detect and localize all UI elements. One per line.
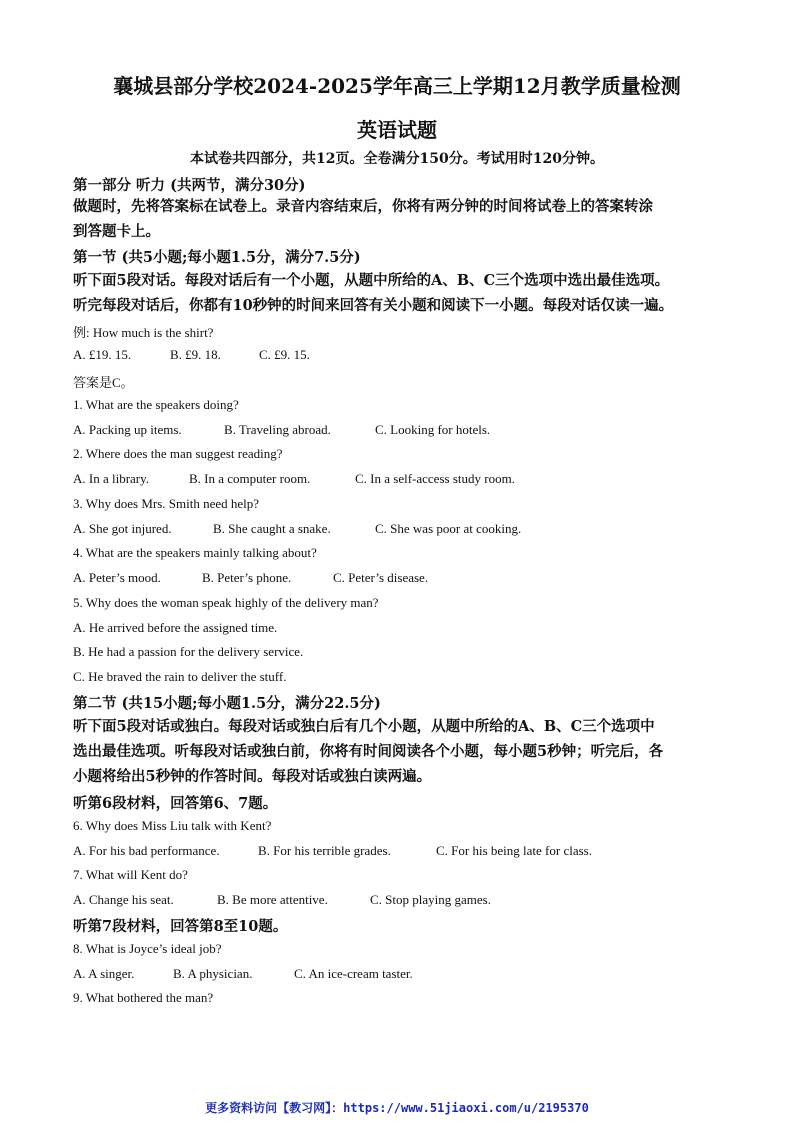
example-option-a: A. £19. 15. [73,347,132,362]
material-6-heading: 听第6段材料，回答第6、7题。 [73,795,278,812]
q4-option-c: C. Peter’s disease. [333,570,429,585]
part1-intro [73,194,728,244]
q6-option-a: A. For his bad performance. [73,843,220,858]
q5-option-c: C. He braved the rain to deliver the stuff. [73,669,287,684]
section2-instructions [73,714,728,789]
section1-heading: 第一节 (共5小题;每小题1.5分，满分7.5分) [73,249,361,266]
footer-link[interactable]: 更多资料访问【教习网】：https://www.51jiaoxi.com/u/2195370 [205,1101,589,1115]
q2-option-b: B. In a computer room. [189,471,311,486]
section2-line2: 选出最佳选项。听每段对话或独白前，你将有时间阅读各个小题，每小题5秒钟；听完后，各 [73,743,664,760]
q6-option-c: C. For his being late for class. [436,843,592,858]
q7-option-b: B. Be more attentive. [217,892,328,907]
question-4: 4. What are the speakers mainly talking about? [73,545,317,560]
q4-option-a: A. Peter’s mood. [73,570,161,585]
part1-intro-line2: 到答题卡上。 [73,223,160,240]
q1-option-a: A. Packing up items. [73,422,182,437]
question-6: 6. Why does Miss Liu talk with Kent? [73,818,272,833]
exam-info: 本试卷共四部分，共12页。全卷满分150分。考试用时120分钟。 [190,151,604,167]
example-option-b: B. £9. 18. [170,347,221,362]
section1-instructions [73,268,728,318]
q3-option-b: B. She caught a snake. [213,521,331,536]
exam-subtitle: 英语试题 [357,118,437,142]
q8-option-b: B. A physician. [173,966,253,981]
example-answer: 答案是C。 [73,375,134,390]
question-3: 3. Why does Mrs. Smith need help? [73,496,260,511]
part1-heading: 第一部分 听力 (共两节，满分30分) [73,177,306,194]
question-2: 2. Where does the man suggest reading? [73,446,283,461]
q6-option-b: B. For his terrible grades. [258,843,391,858]
q2-option-c: C. In a self-access study room. [355,471,515,486]
question-1: 1. What are the speakers doing? [73,397,239,412]
section2-heading: 第二节 (共15小题;每小题1.5分，满分22.5分) [73,695,381,712]
q7-option-c: C. Stop playing games. [370,892,491,907]
section2-line1: 听下面5段对话或独白。每段对话或独白后有几个小题，从题中所给的A、B、C三个选项中 [73,718,655,735]
exam-title: 襄城县部分学校2024-2025学年高三上学期12月教学质量检测 [113,74,681,98]
example-option-c: C. £9. 15. [259,347,310,362]
question-7: 7. What will Kent do? [73,867,188,882]
question-5: 5. Why does the woman speak highly of the delivery man? [73,595,379,610]
question-9: 9. What bothered the man? [73,990,214,1005]
q1-option-b: B. Traveling abroad. [224,422,331,437]
q1-option-c: C. Looking for hotels. [375,422,491,437]
section1-line2: 听完每段对话后，你都有10秒钟的时间来回答有关小题和阅读下一小题。每段对话仅读一遍。 [73,297,674,314]
q5-option-a: A. He arrived before the assigned time. [73,620,278,635]
q8-option-c: C. An ice-cream taster. [294,966,413,981]
part1-intro-line1: 做题时，先将答案标在试卷上。录音内容结束后，你将有两分钟的时间将试卷上的答案转涂 [73,198,653,215]
q7-option-a: A. Change his seat. [73,892,174,907]
example-question: 例: How much is the shirt? [73,325,214,340]
section1-line1: 听下面5段对话。每段对话后有一个小题，从题中所给的A、B、C三个选项中选出最佳选项。 [73,272,670,289]
q5-option-b: B. He had a passion for the delivery service. [73,644,304,659]
section2-line3: 小题将给出5秒钟的作答时间。每段对话或独白读两遍。 [73,768,432,785]
q2-option-a: A. In a library. [73,471,150,486]
q3-option-c: C. She was poor at cooking. [375,521,522,536]
q8-option-a: A. A singer. [73,966,135,981]
question-8: 8. What is Joyce’s ideal job? [73,941,222,956]
material-7-heading: 听第7段材料，回答第8至10题。 [73,918,288,935]
q3-option-a: A. She got injured. [73,521,172,536]
q4-option-b: B. Peter’s phone. [202,570,292,585]
